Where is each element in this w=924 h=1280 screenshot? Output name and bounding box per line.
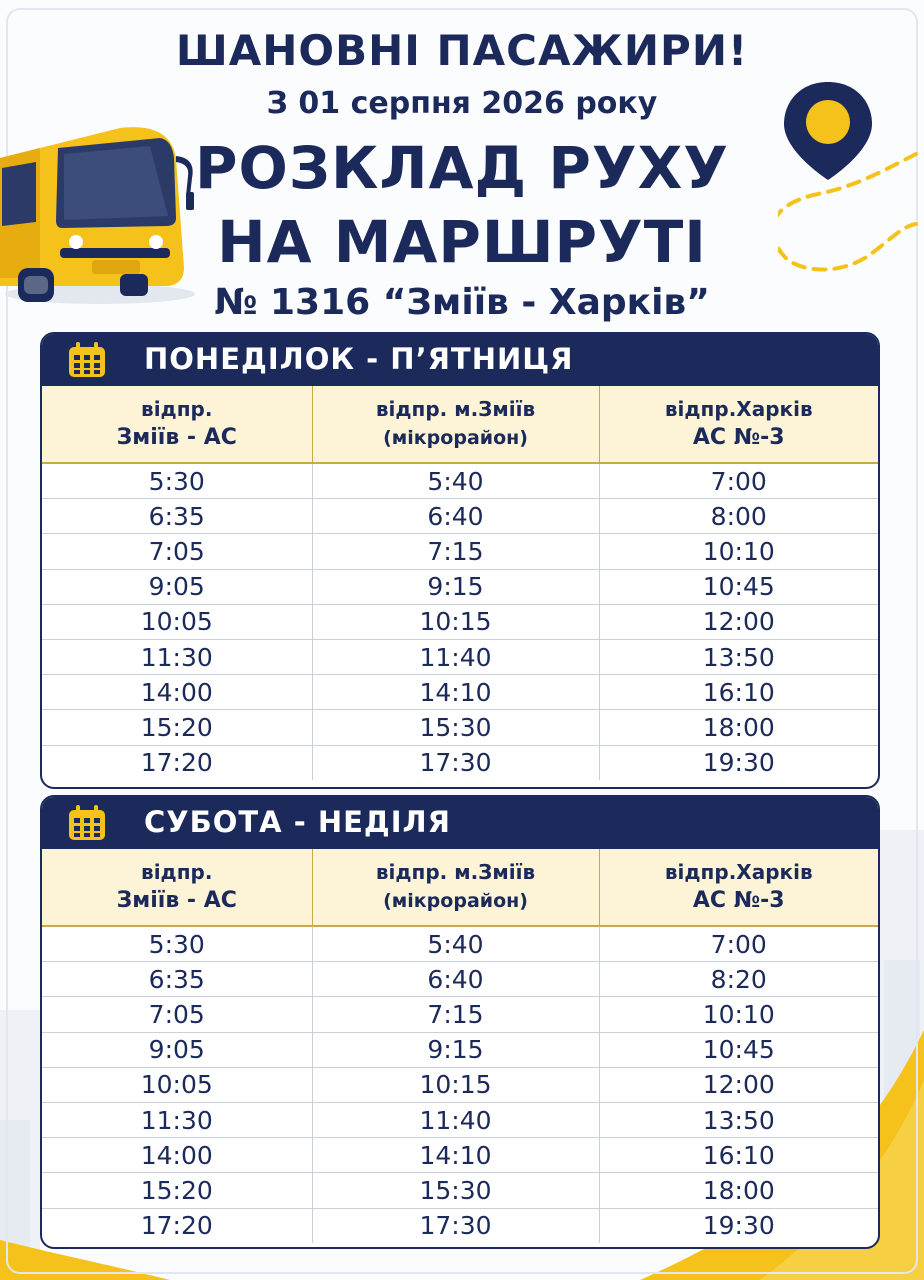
weekday-band — [42, 334, 878, 386]
time-cell: 15:20 — [42, 1173, 312, 1208]
time-cell: 7:15 — [312, 997, 599, 1032]
table-row — [42, 926, 878, 962]
time-cell: 15:30 — [312, 710, 599, 745]
table-row — [42, 1067, 878, 1102]
time-cell: 5:40 — [312, 463, 599, 499]
time-cell: 17:30 — [312, 745, 599, 780]
table-row — [42, 569, 878, 604]
weekend-table — [42, 849, 878, 1243]
weekday-table — [42, 386, 878, 780]
time-cell: 10:05 — [42, 1067, 312, 1102]
column-header — [312, 386, 599, 463]
date-line: З 01 серпня 2026 року — [266, 86, 658, 121]
time-cell: 11:30 — [42, 639, 312, 674]
weekday-schedule — [40, 332, 880, 789]
column-header-line1: відпр.Харків — [664, 397, 813, 421]
table-row — [42, 710, 878, 745]
time-cell: 12:00 — [599, 604, 878, 639]
time-cell: 11:40 — [312, 639, 599, 674]
time-cell: 10:05 — [42, 604, 312, 639]
table-header-row — [42, 849, 878, 926]
table-row — [42, 639, 878, 674]
time-cell: 18:00 — [599, 1173, 878, 1208]
column-header-line2: Зміїв - АС — [116, 888, 237, 913]
time-cell: 14:00 — [42, 675, 312, 710]
table-row — [42, 745, 878, 780]
column-header-line1: відпр. — [141, 860, 213, 884]
column-header-line2: (мікрорайон) — [383, 890, 528, 912]
column-header-line1: відпр. м.Зміїв — [375, 860, 536, 884]
table-row — [42, 499, 878, 534]
time-cell: 16:10 — [599, 675, 878, 710]
time-cell: 17:30 — [312, 1208, 599, 1243]
time-cell: 6:40 — [312, 499, 599, 534]
time-cell: 7:15 — [312, 534, 599, 569]
time-cell: 17:20 — [140, 1211, 213, 1241]
time-cell: 7:00 — [599, 926, 878, 962]
time-cell: 19:30 — [599, 1208, 878, 1243]
time-cell: 7:00 — [599, 463, 878, 499]
table-row — [42, 534, 878, 569]
column-header — [42, 386, 312, 463]
weekend-band — [42, 797, 878, 849]
table-row — [42, 1138, 878, 1173]
time-cell: 15:20 — [42, 710, 312, 745]
route-line: № 1316 “Зміїв - Харків” — [214, 282, 710, 323]
table-row — [42, 675, 878, 710]
time-cell: 7:05 — [42, 534, 312, 569]
table-row — [42, 962, 878, 997]
title-line-1: РОЗКЛАД РУХУ — [195, 134, 729, 202]
table-row — [42, 1173, 878, 1208]
weekend-title: СУБОТА - НЕДІЛЯ — [144, 805, 451, 839]
table-row — [42, 463, 878, 499]
column-header-line1: відпр. — [141, 397, 213, 421]
time-cell: 13:50 — [599, 639, 878, 674]
time-cell: 7:05 — [42, 997, 312, 1032]
time-cell: 13:50 — [599, 1102, 878, 1137]
table-row — [42, 1102, 878, 1137]
time-cell: 9:15 — [312, 569, 599, 604]
time-cell: 11:40 — [312, 1102, 599, 1137]
calendar-icon — [68, 342, 106, 378]
time-cell: 5:40 — [312, 926, 599, 962]
time-cell: 10:45 — [599, 569, 878, 604]
time-cell: 6:35 — [42, 499, 312, 534]
time-cell: 14:00 — [42, 1138, 312, 1173]
time-cell: 15:30 — [312, 1173, 599, 1208]
time-cell: 5:30 — [42, 463, 312, 499]
time-cell: 9:15 — [312, 1032, 599, 1067]
time-cell: 14:10 — [312, 1138, 599, 1173]
weekday-title: ПОНЕДІЛОК - П’ЯТНИЦЯ — [144, 342, 574, 376]
column-header — [599, 849, 878, 926]
table-row — [42, 997, 878, 1032]
time-cell: 16:10 — [599, 1138, 878, 1173]
time-cell: 19:30 — [599, 745, 878, 780]
table-row — [42, 604, 878, 639]
time-cell: 10:45 — [599, 1032, 878, 1067]
time-cell: 10:10 — [599, 997, 878, 1032]
calendar-icon — [68, 805, 106, 841]
title-line-2: НА МАРШРУТІ — [217, 208, 707, 276]
column-header-line2: АС №-3 — [692, 888, 785, 913]
weekend-schedule — [40, 795, 880, 1249]
time-cell: 9:05 — [42, 569, 312, 604]
column-header — [312, 849, 599, 926]
header — [0, 0, 924, 330]
time-cell: 10:15 — [312, 604, 599, 639]
column-header — [599, 386, 878, 463]
greeting-heading: ШАНОВНІ ПАСАЖИРИ! — [175, 26, 749, 75]
time-cell: 17:20 — [140, 748, 213, 778]
column-header — [42, 849, 312, 926]
time-cell: 12:00 — [599, 1067, 878, 1102]
time-cell: 11:30 — [42, 1102, 312, 1137]
time-cell: 10:10 — [599, 534, 878, 569]
time-cell: 8:20 — [599, 962, 878, 997]
column-header-line2: Зміїв - АС — [116, 425, 237, 450]
column-header-line2: АС №-3 — [692, 425, 785, 450]
column-header-line1: відпр. м.Зміїв — [375, 397, 536, 421]
time-cell: 14:10 — [312, 675, 599, 710]
column-header-line2: (мікрорайон) — [383, 427, 528, 449]
time-cell: 18:00 — [599, 710, 878, 745]
time-cell: 6:35 — [42, 962, 312, 997]
table-row — [42, 1032, 878, 1067]
time-cell: 5:30 — [42, 926, 312, 962]
table-header-row — [42, 386, 878, 463]
time-cell: 8:00 — [599, 499, 878, 534]
time-cell: 6:40 — [312, 962, 599, 997]
time-cell: 10:15 — [312, 1067, 599, 1102]
time-cell: 9:05 — [42, 1032, 312, 1067]
column-header-line1: відпр.Харків — [664, 860, 813, 884]
table-row — [42, 1208, 878, 1243]
